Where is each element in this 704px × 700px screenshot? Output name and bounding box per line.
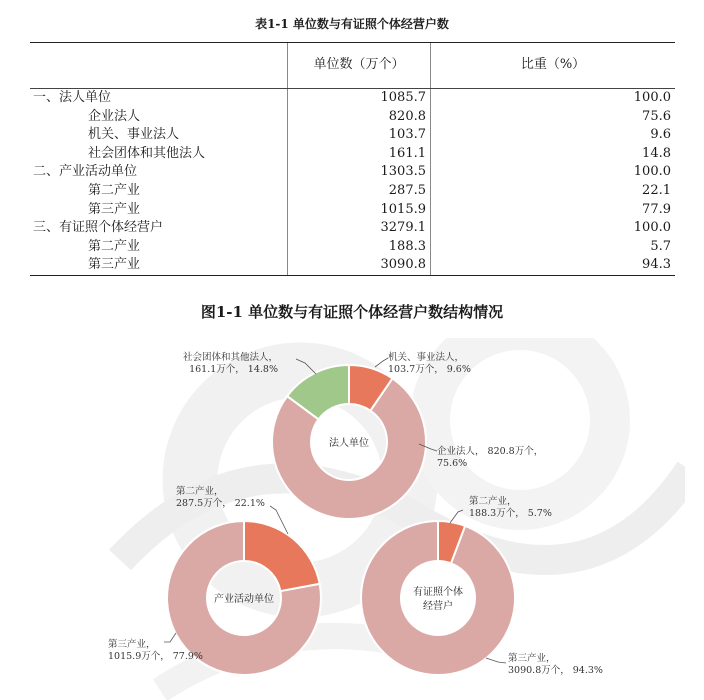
row-share: 75.6 [431, 108, 676, 127]
row-share: 14.8 [431, 145, 676, 164]
header-count-column: 单位数（万个） [288, 43, 431, 89]
leader-line [164, 633, 176, 642]
row-count: 1085.7 [288, 89, 431, 108]
slice-label-line: 103.7万个， 9.6% [388, 364, 471, 375]
row-label: 第三产业 [88, 201, 141, 217]
row-label: 第二产业 [88, 182, 141, 198]
row-share: 100.0 [431, 219, 676, 238]
slice-label-line: 机关、事业法人， [388, 352, 465, 363]
row-count: 3090.8 [288, 256, 431, 275]
donut-center-label: 经营户 [423, 601, 453, 612]
donut-slice [361, 521, 515, 675]
slice-label-line: 企业法人， 820.8万个， [437, 446, 544, 457]
slice-label-line: 第二产业， [469, 496, 517, 507]
donut-center-label: 产业活动单位 [214, 594, 274, 605]
leader-line [486, 658, 506, 663]
slice-label-line: 第二产业， [176, 486, 224, 497]
row-share: 100.0 [431, 89, 676, 108]
figure-title: 图1-1 单位数与有证照个体经营户数结构情况 [200, 303, 504, 321]
header-share-column: 比重（%） [431, 43, 676, 89]
row-share: 22.1 [431, 182, 676, 201]
row-label: 第三产业 [30, 256, 288, 275]
row-count: 3279.1 [288, 219, 431, 238]
row-label: 三、有证照个体经营户 [33, 220, 164, 236]
row-share: 5.7 [431, 238, 676, 257]
row-count: 103.7 [288, 126, 431, 145]
slice-label-line: 第三产业， [108, 639, 156, 650]
row-count: 188.3 [288, 238, 431, 257]
slice-label-line: 75.6% [437, 458, 468, 469]
row-count: 820.8 [288, 108, 431, 127]
slice-label-line: 3090.8万个， 94.3% [508, 665, 603, 676]
row-count: 1015.9 [288, 201, 431, 220]
row-count: 287.5 [288, 182, 431, 201]
slice-label-line: 第三产业， [508, 653, 556, 664]
slice-label-line: 161.1万个， 14.8% [189, 364, 278, 375]
row-share: 9.6 [431, 126, 676, 145]
donut-center-label: 有证照个体 [413, 587, 463, 598]
donut-center-label: 法人单位 [329, 438, 369, 449]
row-share: 77.9 [431, 201, 676, 220]
row-count: 1303.5 [288, 163, 431, 182]
slice-label-line: 1015.9万个， 77.9% [108, 651, 203, 662]
row-label: 社会团体和其他法人 [88, 145, 206, 161]
row-label: 第二产业 [88, 238, 141, 254]
slice-label-line: 188.3万个， 5.7% [469, 508, 552, 519]
row-share: 100.0 [431, 163, 676, 182]
row-share: 94.3 [431, 256, 676, 275]
row-label: 二、产业活动单位 [33, 164, 138, 180]
slice-label [508, 652, 603, 676]
slice-label-line: 287.5万个， 22.1% [176, 498, 265, 509]
leader-line [375, 358, 388, 367]
row-label: 一、法人单位 [33, 90, 112, 105]
table-title: 表1-1 单位数与有证照个体经营户数 [255, 17, 449, 31]
row-label: 企业法人 [88, 108, 141, 124]
row-label: 机关、事业法人 [88, 127, 180, 143]
row-count: 161.1 [288, 145, 431, 164]
slice-label-line: 社会团体和其他法人， [182, 352, 278, 363]
